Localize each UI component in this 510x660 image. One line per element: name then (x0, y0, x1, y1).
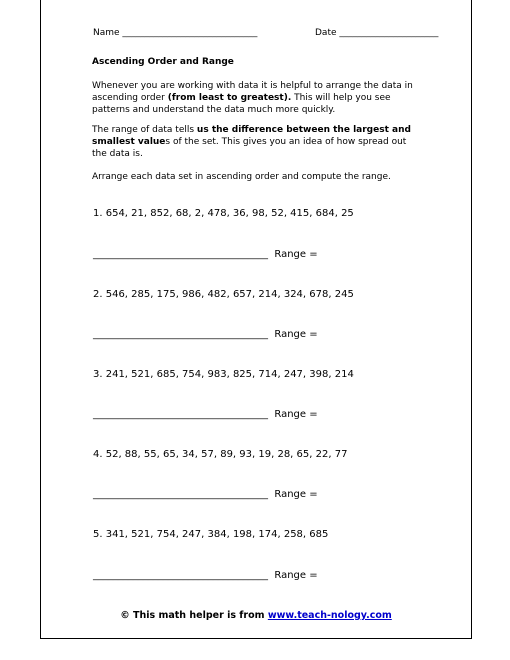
answer-line-5[interactable]: ___________________________________ Range = (93, 570, 318, 581)
intro-paragraph (92, 80, 422, 116)
footer-link[interactable]: www.teach-nology.com (267, 610, 392, 621)
range-text-start: The range of data tells (92, 125, 197, 135)
range-text-end: s of the set. This gives you an idea of how spread out the data is. (92, 137, 407, 159)
intro-text-start: Whenever you are working with data it is helpful to arrange the data in ascending order (92, 81, 413, 103)
problem-2: 2. 546, 285, 175, 986, 482, 657, 214, 324, 678, 245 (93, 289, 354, 300)
copyright-footer (41, 610, 471, 621)
name-field-label[interactable]: Name ______________________________ (93, 28, 258, 38)
intro-text-end: This will help you see patterns and understand the data much more quickly. (92, 93, 391, 115)
answer-line-2[interactable]: ___________________________________ Range = (93, 329, 318, 340)
problem-4: 4. 52, 88, 55, 65, 34, 57, 89, 93, 19, 28, 65, 22, 77 (93, 449, 348, 460)
footer-text: © This math helper is from (120, 610, 268, 621)
problem-1: 1. 654, 21, 852, 68, 2, 478, 36, 98, 52, 415, 684, 25 (93, 208, 354, 219)
problem-3: 3. 241, 521, 685, 754, 983, 825, 714, 247, 398, 214 (93, 369, 354, 380)
problem-5: 5. 341, 521, 754, 247, 384, 198, 174, 258, 685 (93, 529, 329, 540)
instructions: Arrange each data set in ascending order and compute the range. (92, 172, 391, 182)
worksheet-title: Ascending Order and Range (92, 57, 234, 67)
intro-text-bold: (from least to greatest). (167, 93, 292, 103)
range-text-bold: us the difference between the largest and smallest value (92, 125, 411, 147)
date-field-label[interactable]: Date ______________________ (315, 28, 439, 38)
answer-line-1[interactable]: ___________________________________ Range = (93, 249, 318, 260)
answer-line-4[interactable]: ___________________________________ Range = (93, 489, 318, 500)
answer-line-3[interactable]: ___________________________________ Range = (93, 409, 318, 420)
worksheet-page (40, 0, 472, 639)
range-paragraph (92, 124, 422, 160)
